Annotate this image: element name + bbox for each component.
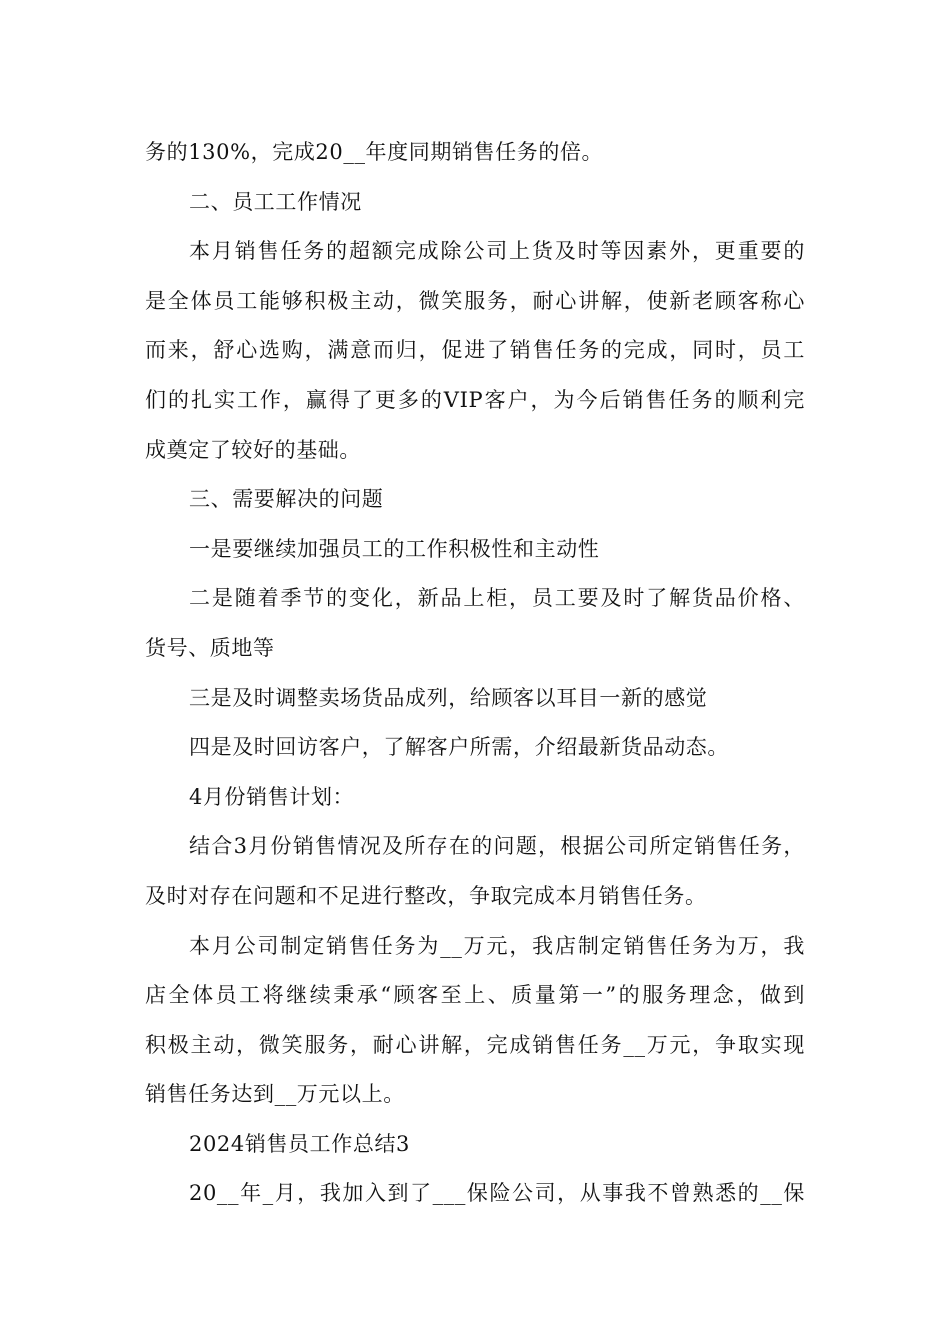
paragraph-line: 是全体员工能够积极主动，微笑服务，耐心讲解，使新老顾客称心	[145, 288, 805, 313]
paragraph-line: 本月销售任务的超额完成除公司上货及时等因素外，更重要的	[189, 239, 805, 264]
paragraph-line: 销售任务达到__万元以上。	[145, 1082, 405, 1107]
paragraph-line: 20__年_月，我加入到了___保险公司，从事我不曾熟悉的__保	[189, 1181, 805, 1206]
paragraph-line: 们的扎实工作，赢得了更多的VIP客户，为今后销售任务的顺利完	[145, 387, 805, 412]
list-item: 二是随着季节的变化，新品上柜，员工要及时了解货品价格、	[189, 586, 805, 611]
paragraph-line: 务的130%，完成20__年度同期销售任务的倍。	[145, 140, 604, 164]
paragraph-line: 而来，舒心选购，满意而归，促进了销售任务的完成，同时，员工	[145, 338, 805, 363]
section-heading: 二、员工工作情况	[189, 189, 362, 214]
paragraph-line: 结合3月份销售情况及所存在的问题，根据公司所定销售任务，	[189, 834, 805, 859]
list-item: 四是及时回访客户，了解客户所需，介绍最新货品动态。	[189, 735, 729, 760]
paragraph-line: 本月公司制定销售任务为__万元，我店制定销售任务为万，我	[189, 933, 805, 958]
list-item: 一是要继续加强员工的工作积极性和主动性	[189, 536, 600, 561]
section-heading: 2024销售员工作总结3	[189, 1131, 411, 1156]
list-item: 三是及时调整卖场货品成列，给顾客以耳目一新的感觉	[189, 685, 708, 710]
paragraph-line: 成奠定了较好的基础。	[145, 437, 361, 462]
list-item-continuation: 货号、质地等	[145, 635, 275, 660]
section-heading: 4月份销售计划：	[189, 784, 355, 809]
paragraph-line: 及时对存在问题和不足进行整改，争取完成本月销售任务。	[145, 883, 707, 908]
paragraph-line: 积极主动，微笑服务，耐心讲解，完成销售任务__万元，争取实现	[145, 1032, 805, 1057]
document-body	[145, 128, 805, 1219]
section-heading: 三、需要解决的问题	[189, 487, 384, 512]
paragraph-line: 店全体员工将继续秉承“顾客至上、质量第一”的服务理念，做到	[145, 983, 805, 1008]
